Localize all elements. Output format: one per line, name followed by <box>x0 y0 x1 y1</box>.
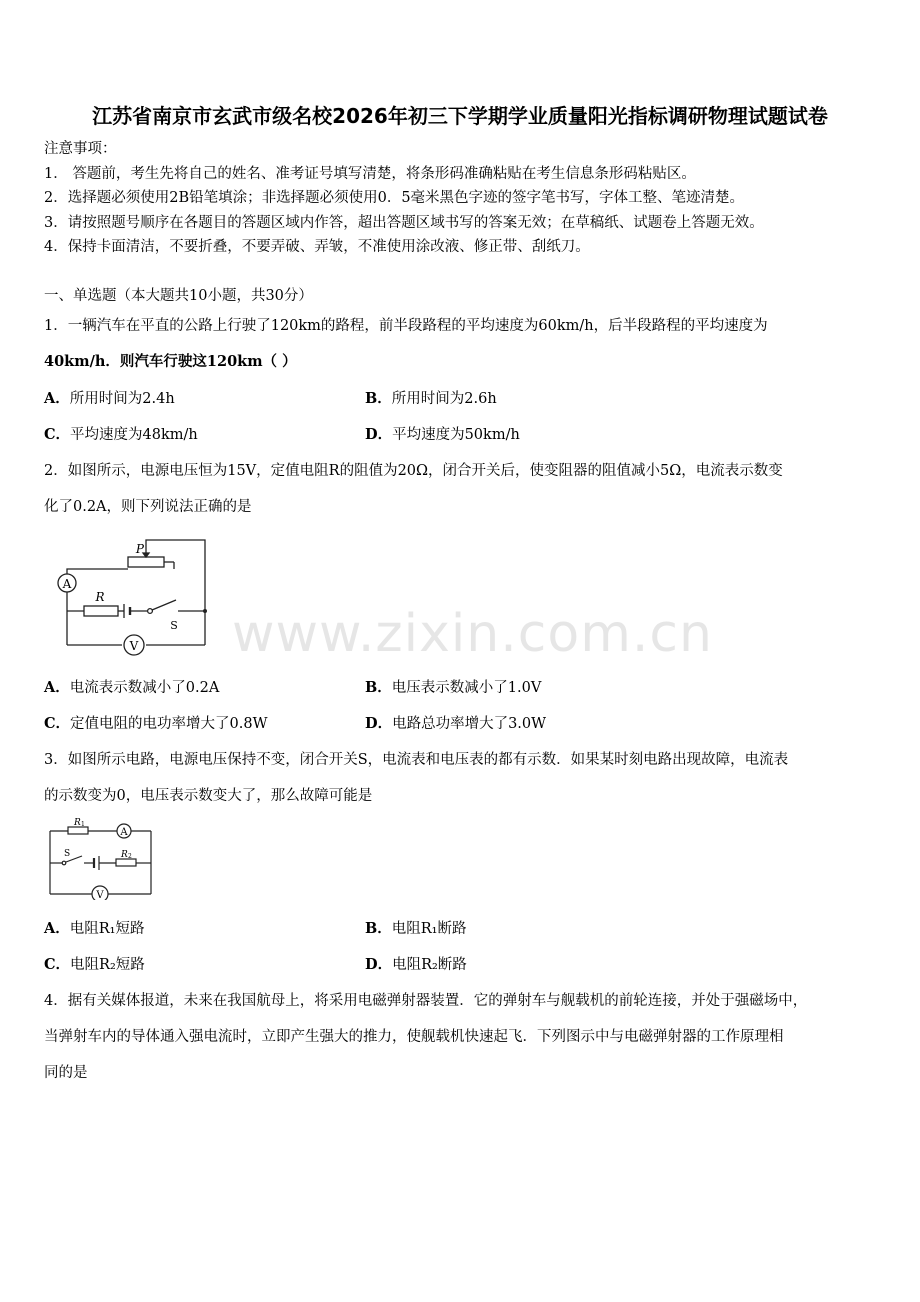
q3-stem-line2: 的示数变为0，电压表示数变大了，那么故障可能是 <box>44 788 373 804</box>
q1-option-c[interactable] <box>44 423 198 444</box>
q4-stem-line3: 同的是 <box>44 1065 88 1081</box>
q2-circuit-diagram <box>50 533 220 661</box>
q3-circuit-diagram <box>44 814 156 900</box>
r2-label: R <box>121 850 128 860</box>
q2-option-d[interactable] <box>365 712 546 733</box>
section-heading: 一、单选题（本大题共10小题，共30分） <box>44 288 313 304</box>
option-label: D． <box>365 426 393 443</box>
q4-stem-line2: 当弹射车内的导体通入强电流时，立即产生强大的推力，使舰载机快速起飞．下列图示中与电磁弹射器的工作原理相 <box>44 1029 784 1045</box>
option-text: 电阻R₁断路 <box>391 921 467 937</box>
option-text: 电流表示数减小了0.2A <box>69 680 220 696</box>
q1-stem-line1: 1．一辆汽车在平直的公路上行驶了120km的路程，前半段路程的平均速度为60km/h，后半段路程的平均速度为 <box>44 318 768 334</box>
q3-option-b[interactable] <box>365 917 467 938</box>
voltmeter-label: V <box>129 639 139 653</box>
option-text: 所用时间为2.4h <box>69 391 175 407</box>
r1-subscript: 1 <box>81 821 85 828</box>
watermark: www.zixin.com.cn <box>232 604 713 664</box>
slider-label: P <box>135 542 144 556</box>
option-label: D． <box>365 956 393 973</box>
option-text: 电路总功率增大了3.0W <box>392 716 547 732</box>
option-label: C． <box>44 426 71 443</box>
q3-option-c[interactable] <box>44 953 145 974</box>
q2-stem-line1: 2．如图所示，电源电压恒为15V，定值电阻R的阻值为20Ω，闭合开关后，使变阻器的阻值减小5Ω，电流表示数变 <box>44 463 783 479</box>
option-label: B． <box>365 679 392 696</box>
q2-stem-line2: 化了0.2A，则下列说法正确的是 <box>44 499 252 515</box>
note-item-4: 4．保持卡面清洁，不要折叠，不要弄破、弄皱，不准使用涂改液、修正带、刮纸刀。 <box>44 239 590 255</box>
note-item-1: 1． 答题前，考生先将自己的姓名、准考证号填写清楚，将条形码准确粘贴在考生信息条形码粘贴区。 <box>44 166 696 182</box>
page-title: 江苏省南京市玄武市级名校2026年初三下学期学业质量阳光指标调研物理试题试卷 <box>92 104 828 128</box>
option-text: 电压表示数减小了1.0V <box>391 680 542 696</box>
option-label: C． <box>44 715 71 732</box>
switch-label: S <box>64 849 71 859</box>
option-text: 定值电阻的电功率增大了0.8W <box>70 716 268 732</box>
r1-label: R <box>74 818 81 828</box>
q1-stem-line2: 40km/h．则汽车行驶这120km（ ） <box>44 353 297 370</box>
option-text: 平均速度为48km/h <box>70 427 198 443</box>
q2-option-c[interactable] <box>44 712 268 733</box>
q3-option-d[interactable] <box>365 953 467 974</box>
option-text: 平均速度为50km/h <box>392 427 520 443</box>
option-text: 电阻R₂短路 <box>70 957 145 973</box>
resistor-label: R <box>95 590 105 604</box>
ammeter-label: A <box>62 577 72 591</box>
option-label: A． <box>44 679 70 696</box>
option-label: B． <box>365 390 392 407</box>
q1-option-a[interactable] <box>44 387 175 408</box>
option-label: D． <box>365 715 393 732</box>
note-item-2: 2．选择题必须使用2B铅笔填涂；非选择题必须使用0．5毫米黑色字迹的签字笔书写，字体工整、笔迹清楚。 <box>44 190 745 206</box>
q2-option-a[interactable] <box>44 676 219 697</box>
option-label: A． <box>44 920 70 937</box>
option-text: 电阻R₁短路 <box>69 921 145 937</box>
option-text: 电阻R₂断路 <box>392 957 467 973</box>
notes-heading: 注意事项： <box>44 141 117 157</box>
q1-option-d[interactable] <box>365 423 520 444</box>
option-label: C． <box>44 956 71 973</box>
option-label: A． <box>44 390 70 407</box>
q3-stem-line1: 3．如图所示电路，电源电压保持不变，闭合开关S，电流表和电压表的都有示数．如果某时刻电路出现故障，电流表 <box>44 752 789 768</box>
ammeter-label: A <box>120 827 128 838</box>
q2-option-b[interactable] <box>365 676 541 697</box>
q3-option-a[interactable] <box>44 917 145 938</box>
option-label: B． <box>365 920 392 937</box>
note-item-3: 3．请按照题号顺序在各题目的答题区域内作答，超出答题区域书写的答案无效；在草稿纸、试题卷上答题无效。 <box>44 215 764 231</box>
switch-label: S <box>170 619 178 632</box>
r2-subscript: 2 <box>128 853 132 860</box>
voltmeter-label: V <box>96 890 104 900</box>
option-text: 所用时间为2.6h <box>391 391 497 407</box>
q1-option-b[interactable] <box>365 387 497 408</box>
q4-stem-line1: 4．据有关媒体报道，未来在我国航母上，将采用电磁弹射器装置．它的弹射车与舰载机的前轮连接，并处于强磁场中， <box>44 993 808 1009</box>
